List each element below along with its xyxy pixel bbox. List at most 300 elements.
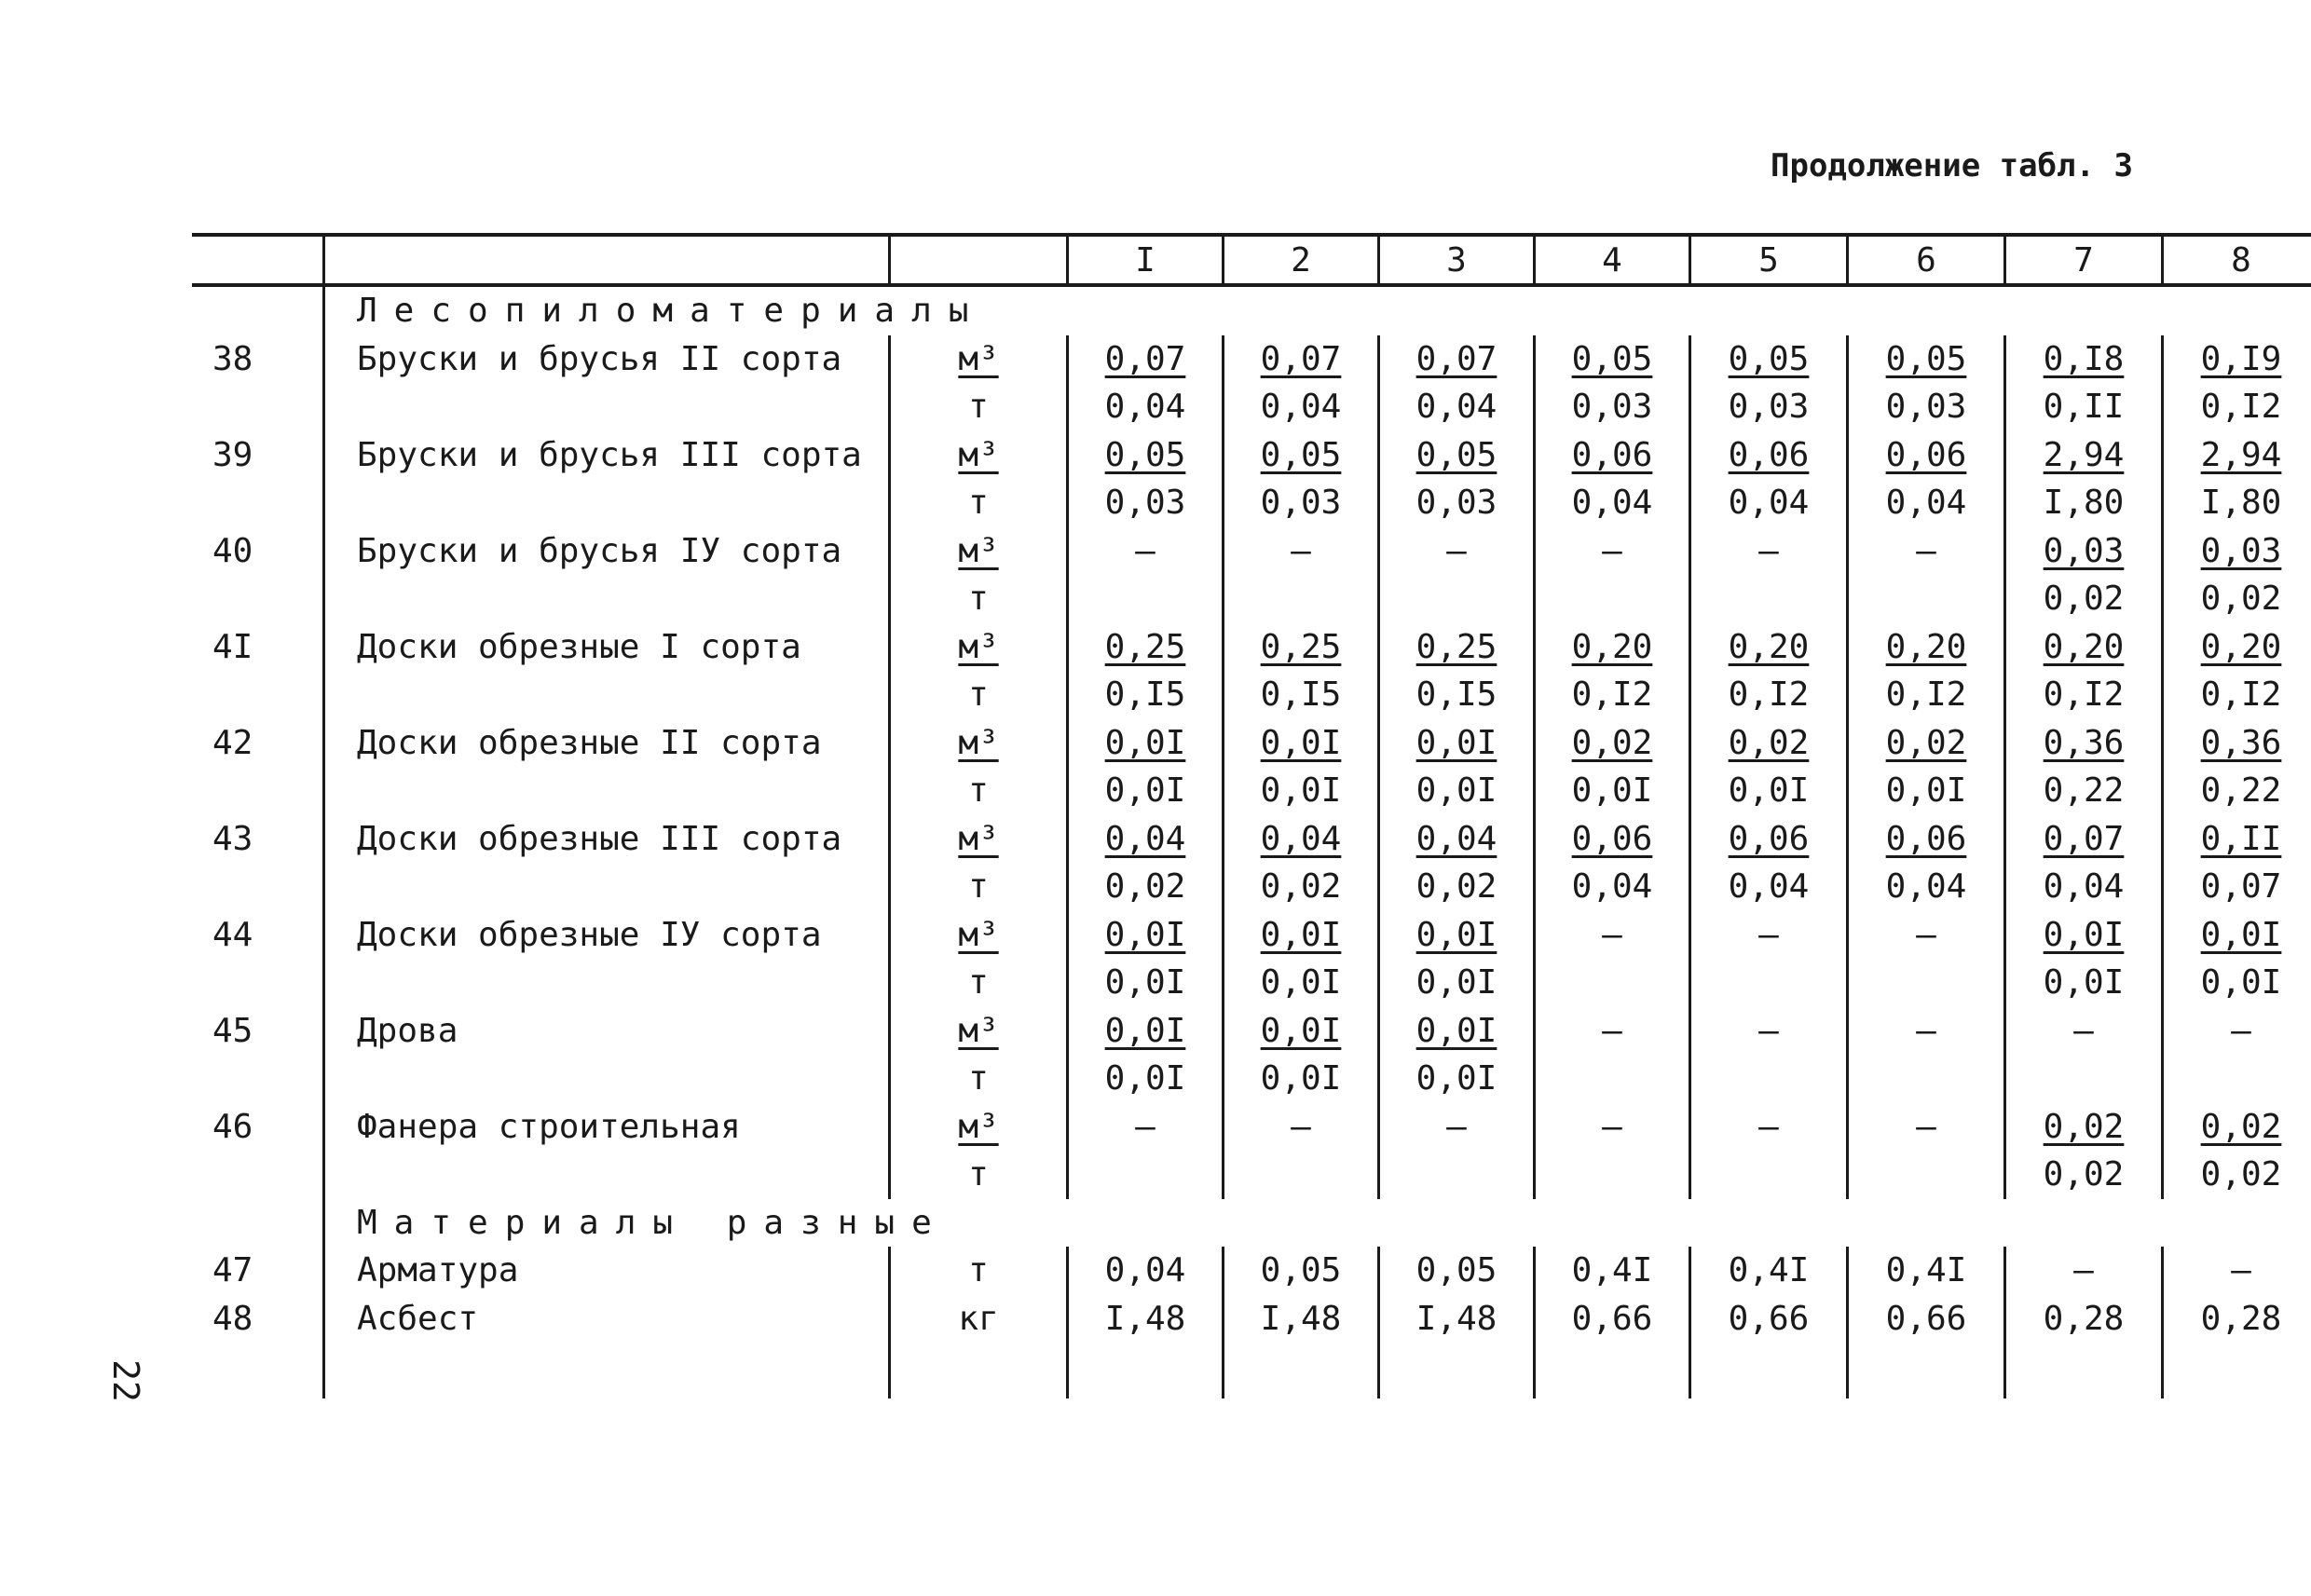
value-secondary: 0,I2 (1848, 671, 2005, 719)
value-primary: 0,06 (1728, 819, 1810, 858)
value-cell (1690, 431, 1848, 480)
value-secondary: 0,03 (1848, 383, 2005, 431)
row-number-empty (192, 863, 324, 911)
column-header-4: 4 (1535, 235, 1690, 285)
value-cell (1224, 1007, 1379, 1056)
value-secondary: 0,04 (1690, 863, 1848, 911)
value-secondary (1535, 959, 1690, 1007)
item-name: Бруски и брусья III сорта (324, 431, 890, 480)
value-cell (2163, 1007, 2311, 1056)
value-primary: – (1135, 1107, 1156, 1146)
value-cell (2005, 431, 2163, 480)
value-secondary: 0,I2 (2163, 671, 2311, 719)
table-row-secondary (192, 959, 2311, 1007)
table-row (192, 335, 2311, 384)
value-secondary: 0,02 (2163, 575, 2311, 623)
value-cell (1224, 623, 1379, 672)
table-row-secondary (192, 767, 2311, 815)
value-cell (1535, 623, 1690, 672)
value-secondary: 0,04 (1068, 383, 1224, 431)
value-primary: 0,04 (1104, 1251, 1186, 1289)
value-cell (1068, 335, 1224, 384)
spacer-cell (890, 1343, 1068, 1398)
value-primary: 0,06 (1885, 435, 1967, 474)
row-number: 38 (212, 339, 253, 378)
value-cell (1535, 431, 1690, 480)
value-cell (1690, 335, 1848, 384)
value-primary: 0,20 (1885, 627, 1967, 666)
table-header-row (192, 235, 2311, 285)
value-secondary: 0,04 (1690, 479, 1848, 527)
spacer-cell (324, 1343, 890, 1398)
row-number-empty (192, 767, 324, 815)
value-secondary: 0,02 (1224, 863, 1379, 911)
value-secondary: 0,02 (1068, 863, 1224, 911)
value-cell (1224, 1247, 1379, 1295)
item-name: Бруски и брусья IУ сорта (324, 527, 890, 576)
value-secondary (1224, 1151, 1379, 1199)
value-cell (2163, 527, 2311, 576)
value-primary: 0,06 (1571, 819, 1653, 858)
unit-primary: м³ (890, 1007, 1068, 1056)
value-cell (2005, 1103, 2163, 1152)
value-secondary: 0,0I (1690, 767, 1848, 815)
value-secondary (1535, 1055, 1690, 1103)
value-cell (1535, 815, 1690, 864)
value-secondary: 0,0I (1068, 1055, 1224, 1103)
table-row-secondary (192, 383, 2311, 431)
value-secondary: 0,22 (2163, 767, 2311, 815)
value-secondary: 0,04 (1535, 863, 1690, 911)
item-name: Асбест (324, 1295, 890, 1344)
value-secondary: 0,0I (1535, 767, 1690, 815)
value-primary: 0,07 (2043, 819, 2125, 858)
value-secondary: 0,0I (1379, 1055, 1535, 1103)
value-cell (1224, 431, 1379, 480)
value-cell (2005, 1295, 2163, 1344)
value-primary: 0,04 (1415, 819, 1497, 858)
value-secondary: 0,04 (1535, 479, 1690, 527)
value-cell (1848, 1103, 2005, 1152)
value-primary: 0,0I (1260, 915, 1342, 954)
value-secondary: 0,I2 (2163, 383, 2311, 431)
value-primary: – (2231, 1011, 2251, 1050)
spacer-cell (1068, 1343, 1224, 1398)
value-cell (1379, 1007, 1535, 1056)
value-primary: – (2231, 1251, 2251, 1289)
value-cell (1068, 527, 1224, 576)
column-header-5: 5 (1690, 235, 1848, 285)
value-secondary: 0,0I (1224, 767, 1379, 815)
value-primary: 0,05 (1415, 435, 1497, 474)
value-secondary (1690, 575, 1848, 623)
value-secondary (1224, 575, 1379, 623)
value-cell (2005, 623, 2163, 672)
value-cell (1068, 1295, 1224, 1344)
value-primary: 0,05 (1885, 339, 1967, 378)
item-name-empty (324, 479, 890, 527)
value-primary: 0,07 (1260, 339, 1342, 378)
header-num-cell (192, 235, 324, 285)
table-row-secondary (192, 863, 2311, 911)
spacer-cell (1690, 1343, 1848, 1398)
value-primary: 0,02 (2043, 1107, 2125, 1146)
value-cell (1690, 1247, 1848, 1295)
spacer-cell (192, 1343, 324, 1398)
value-primary: 2,94 (2043, 435, 2125, 474)
value-primary: 0,04 (1260, 819, 1342, 858)
value-primary: 0,36 (2043, 723, 2125, 762)
value-primary: 0,0I (1415, 915, 1497, 954)
value-secondary: I,80 (2005, 479, 2163, 527)
value-cell (1068, 1247, 1224, 1295)
value-secondary (1848, 575, 2005, 623)
row-number-empty (192, 575, 324, 623)
item-name: Доски обрезные II сорта (324, 719, 890, 768)
item-name: Бруски и брусья II сорта (324, 335, 890, 384)
value-primary: 0,07 (1415, 339, 1497, 378)
unit-secondary: т (890, 479, 1068, 527)
value-cell (1535, 719, 1690, 768)
value-cell (1379, 1247, 1535, 1295)
value-primary: 2,94 (2200, 435, 2282, 474)
column-header-3: 3 (1379, 235, 1535, 285)
value-primary: 0,I9 (2200, 339, 2282, 378)
row-number: 44 (212, 915, 253, 954)
value-cell (1690, 1103, 1848, 1152)
unit-primary: кг (890, 1295, 1068, 1344)
item-name: Арматура (324, 1247, 890, 1295)
value-cell (1690, 527, 1848, 576)
table-row (192, 719, 2311, 768)
table-continuation-title: Продолжение табл. 3 (1771, 147, 2133, 184)
value-cell (2163, 335, 2311, 384)
value-secondary: 0,04 (2005, 863, 2163, 911)
value-primary: – (1291, 531, 1311, 570)
value-primary: 0,25 (1104, 627, 1186, 666)
value-primary: – (2073, 1011, 2094, 1050)
row-number: 4I (212, 627, 253, 666)
spacer-cell (1535, 1343, 1690, 1398)
value-primary: – (1916, 531, 1936, 570)
unit-secondary: т (890, 671, 1068, 719)
value-primary: 0,66 (1728, 1299, 1810, 1338)
unit-primary: м³ (890, 431, 1068, 480)
value-cell (1224, 719, 1379, 768)
value-primary: 0,06 (1728, 435, 1810, 474)
value-cell (2005, 527, 2163, 576)
row-number: 40 (212, 531, 253, 570)
table-row (192, 1103, 2311, 1152)
value-secondary: 0,07 (2163, 863, 2311, 911)
table-row-secondary (192, 575, 2311, 623)
value-cell (1690, 1295, 1848, 1344)
value-cell (1379, 815, 1535, 864)
value-primary: – (2073, 1251, 2094, 1289)
value-secondary: 0,02 (2005, 575, 2163, 623)
unit-secondary: т (890, 383, 1068, 431)
value-secondary: 0,02 (1379, 863, 1535, 911)
value-primary: – (1291, 1107, 1311, 1146)
value-cell (1848, 719, 2005, 768)
value-primary: 0,06 (1571, 435, 1653, 474)
page-number: 22 (104, 1359, 146, 1402)
value-primary: – (1916, 915, 1936, 954)
value-primary: 0,20 (2043, 627, 2125, 666)
value-cell (2163, 719, 2311, 768)
value-cell (2163, 1247, 2311, 1295)
table-row (192, 1247, 2311, 1295)
column-header-6: 6 (1848, 235, 2005, 285)
value-secondary: 0,I2 (2005, 671, 2163, 719)
value-cell (1068, 911, 1224, 960)
value-cell (1379, 431, 1535, 480)
value-cell (1690, 719, 1848, 768)
unit-secondary: т (890, 1151, 1068, 1199)
value-secondary: 0,04 (1224, 383, 1379, 431)
unit-secondary: т (890, 575, 1068, 623)
item-name: Доски обрезные IУ сорта (324, 911, 890, 960)
value-primary: 0,02 (2200, 1107, 2282, 1146)
unit-primary: м³ (890, 911, 1068, 960)
value-primary: 0,05 (1260, 435, 1342, 474)
item-name: Дрова (324, 1007, 890, 1056)
value-primary: 0,05 (1104, 435, 1186, 474)
value-primary: 0,0I (1104, 915, 1186, 954)
value-primary: 0,05 (1260, 1251, 1342, 1289)
value-cell (2163, 623, 2311, 672)
table-row (192, 815, 2311, 864)
value-secondary: 0,04 (1848, 863, 2005, 911)
item-name-empty (324, 383, 890, 431)
value-primary: 0,II (2200, 819, 2282, 858)
unit-secondary: т (890, 767, 1068, 815)
value-primary: 0,0I (2200, 915, 2282, 954)
table-body (192, 285, 2311, 1398)
value-secondary (2163, 1055, 2311, 1103)
unit-primary: м³ (890, 527, 1068, 576)
row-number-empty (192, 479, 324, 527)
value-secondary: 0,02 (2163, 1151, 2311, 1199)
column-header-1: I (1068, 235, 1224, 285)
value-primary: 0,0I (1260, 723, 1342, 762)
value-secondary (1848, 1151, 2005, 1199)
value-secondary: 0,I5 (1068, 671, 1224, 719)
row-number-empty (192, 1151, 324, 1199)
materials-table (192, 233, 2311, 1398)
value-primary: 0,28 (2200, 1299, 2282, 1338)
value-cell (2005, 1007, 2163, 1056)
value-secondary: 0,0I (1848, 767, 2005, 815)
row-num-cell (192, 1199, 324, 1248)
row-number-empty (192, 959, 324, 1007)
value-cell (1224, 527, 1379, 576)
item-name: Доски обрезные I сорта (324, 623, 890, 672)
value-cell (1379, 1295, 1535, 1344)
table-row (192, 1007, 2311, 1056)
item-name-empty (324, 863, 890, 911)
value-secondary: 0,0I (1068, 959, 1224, 1007)
value-cell (2005, 911, 2163, 960)
value-primary: 0,4I (1885, 1251, 1967, 1289)
value-cell (1224, 1295, 1379, 1344)
unit-primary: м³ (890, 623, 1068, 672)
value-secondary: 0,0I (1379, 767, 1535, 815)
row-number: 47 (212, 1251, 253, 1289)
value-primary: 0,66 (1571, 1299, 1653, 1338)
value-primary: 0,0I (1415, 723, 1497, 762)
value-cell (1379, 719, 1535, 768)
value-primary: – (1446, 1107, 1467, 1146)
value-cell (1068, 719, 1224, 768)
value-secondary: 0,0I (2005, 959, 2163, 1007)
value-cell (1379, 1103, 1535, 1152)
value-cell (1535, 527, 1690, 576)
row-number-empty (192, 671, 324, 719)
value-secondary: 0,03 (1535, 383, 1690, 431)
item-name-empty (324, 959, 890, 1007)
item-name-empty (324, 1055, 890, 1103)
row-number: 48 (212, 1299, 253, 1338)
spacer-cell (2005, 1343, 2163, 1398)
value-secondary: 0,I5 (1379, 671, 1535, 719)
row-number: 42 (212, 723, 253, 762)
value-cell (1690, 815, 1848, 864)
value-cell (1068, 815, 1224, 864)
value-cell (2005, 719, 2163, 768)
value-secondary: 0,03 (1224, 479, 1379, 527)
value-cell (1535, 1247, 1690, 1295)
table-bottom-spacer (192, 1343, 2311, 1398)
item-name: Фанера строительная (324, 1103, 890, 1152)
item-name-empty (324, 767, 890, 815)
value-primary: 0,07 (1104, 339, 1186, 378)
value-cell (1848, 335, 2005, 384)
value-primary: 0,05 (1728, 339, 1810, 378)
row-number-empty (192, 1055, 324, 1103)
header-name-cell (324, 235, 890, 285)
value-primary: 0,4I (1728, 1251, 1810, 1289)
value-cell (1379, 911, 1535, 960)
value-primary: – (1758, 1107, 1779, 1146)
section-title: Материалы разные (324, 1199, 2311, 1248)
row-number: 45 (212, 1011, 253, 1050)
value-cell (1224, 1103, 1379, 1152)
value-primary: 0,02 (1885, 723, 1967, 762)
value-secondary: 0,03 (1690, 383, 1848, 431)
value-secondary: 0,04 (1848, 479, 2005, 527)
spacer-cell (1224, 1343, 1379, 1398)
value-secondary: 0,02 (2005, 1151, 2163, 1199)
value-primary: – (1135, 531, 1156, 570)
value-primary: 0,03 (2043, 531, 2125, 570)
unit-secondary: т (890, 959, 1068, 1007)
value-primary: – (1758, 915, 1779, 954)
value-primary: 0,28 (2043, 1299, 2125, 1338)
value-primary: – (1758, 1011, 1779, 1050)
value-secondary (2005, 1055, 2163, 1103)
value-cell (1535, 335, 1690, 384)
section-title: Лесопиломатериалы (324, 285, 2311, 335)
value-cell (2163, 911, 2311, 960)
value-primary: 0,04 (1104, 819, 1186, 858)
value-primary: 0,4I (1571, 1251, 1653, 1289)
value-primary: 0,20 (1571, 627, 1653, 666)
value-cell (1224, 335, 1379, 384)
value-secondary: 0,0I (1224, 959, 1379, 1007)
value-primary: 0,0I (2043, 915, 2125, 954)
value-primary: 0,0I (1260, 1011, 1342, 1050)
value-secondary: 0,03 (1068, 479, 1224, 527)
row-number: 39 (212, 435, 253, 474)
value-secondary (1848, 959, 2005, 1007)
value-primary: – (1602, 531, 1622, 570)
value-cell (1068, 1103, 1224, 1152)
header-unit-cell (890, 235, 1068, 285)
unit-primary: т (890, 1247, 1068, 1295)
value-primary: 0,20 (2200, 627, 2282, 666)
value-secondary (1379, 575, 1535, 623)
unit-secondary: т (890, 863, 1068, 911)
value-primary: 0,06 (1885, 819, 1967, 858)
value-secondary: 0,0I (1224, 1055, 1379, 1103)
value-secondary: 0,I2 (1690, 671, 1848, 719)
value-cell (2163, 431, 2311, 480)
row-number: 46 (212, 1107, 253, 1146)
value-cell (2005, 335, 2163, 384)
materials-table-wrapper (192, 233, 2282, 1398)
value-primary: 0,0I (1104, 1011, 1186, 1050)
table-row-secondary (192, 479, 2311, 527)
value-secondary: 0,0I (2163, 959, 2311, 1007)
row-number-empty (192, 383, 324, 431)
unit-primary: м³ (890, 1103, 1068, 1152)
value-secondary: 0,0I (1379, 959, 1535, 1007)
value-primary: I,48 (1260, 1299, 1342, 1338)
value-secondary: 0,04 (1379, 383, 1535, 431)
value-cell (1068, 623, 1224, 672)
value-secondary (1379, 1151, 1535, 1199)
value-cell (1535, 1295, 1690, 1344)
value-primary: – (1602, 915, 1622, 954)
value-secondary (1535, 1151, 1690, 1199)
value-cell (1848, 431, 2005, 480)
value-cell (1224, 911, 1379, 960)
table-row (192, 911, 2311, 960)
column-header-2: 2 (1224, 235, 1379, 285)
table-row-secondary (192, 671, 2311, 719)
value-primary: I,48 (1415, 1299, 1497, 1338)
spacer-cell (1848, 1343, 2005, 1398)
value-cell (1848, 527, 2005, 576)
value-cell (1379, 623, 1535, 672)
value-cell (2005, 815, 2163, 864)
value-secondary: 0,I5 (1224, 671, 1379, 719)
value-primary: – (1446, 531, 1467, 570)
value-cell (1535, 1103, 1690, 1152)
spacer-cell (2163, 1343, 2311, 1398)
value-primary: 0,02 (1571, 723, 1653, 762)
item-name-empty (324, 671, 890, 719)
value-cell (2163, 1103, 2311, 1152)
value-secondary (1535, 575, 1690, 623)
value-primary: – (1602, 1107, 1622, 1146)
value-cell (1848, 1007, 2005, 1056)
section-row (192, 285, 2311, 335)
table-row (192, 623, 2311, 672)
section-row (192, 1199, 2311, 1248)
item-name-empty (324, 1151, 890, 1199)
